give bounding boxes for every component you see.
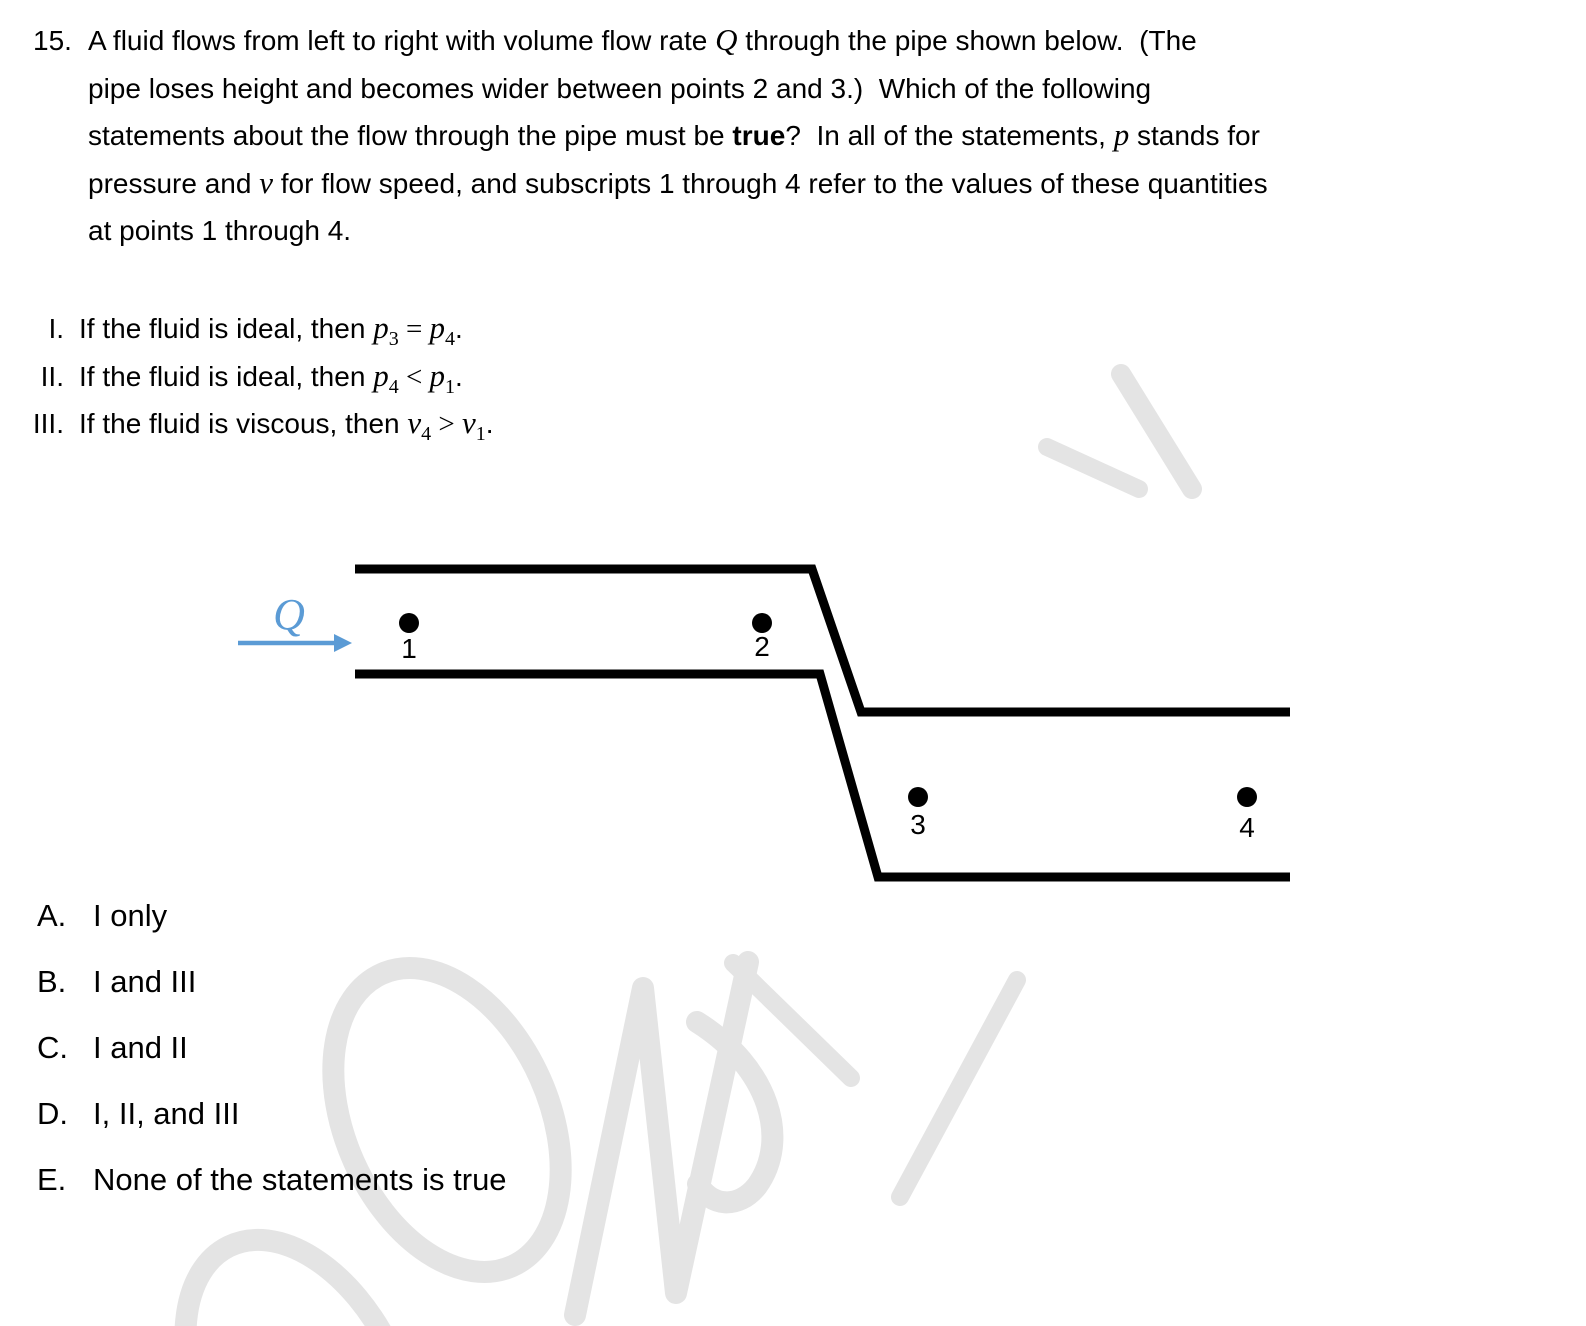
option-text: I only bbox=[93, 898, 168, 933]
point-labels bbox=[401, 631, 1255, 843]
watermark-stroke bbox=[1121, 374, 1192, 489]
statement-numeral: II. bbox=[40, 360, 64, 392]
option-label: B. bbox=[37, 964, 67, 999]
option-text: I and III bbox=[93, 964, 197, 999]
point-dot-4 bbox=[1237, 787, 1257, 807]
statement-list bbox=[0, 305, 494, 448]
option-text: I and II bbox=[93, 1030, 188, 1065]
pipe-lower-wall bbox=[355, 674, 1290, 877]
option-c bbox=[37, 1015, 507, 1081]
statement-text: If the fluid is ideal, then $p_4 < p_1$. bbox=[79, 357, 463, 398]
statement-2 bbox=[0, 353, 494, 401]
question-line: pipe loses height and becomes wider between points 2 and 3.) Which of the following bbox=[88, 72, 1152, 104]
option-d bbox=[37, 1081, 507, 1147]
option-label: A. bbox=[37, 898, 67, 933]
statement-numeral: III. bbox=[32, 408, 64, 439]
question-text: A fluid flows from left to right with volume flow rate Q through the pipe shown below. (The bbox=[88, 22, 1197, 57]
point-label-3: 3 bbox=[910, 809, 926, 840]
option-label: E. bbox=[37, 1162, 67, 1197]
option-e bbox=[37, 1147, 507, 1213]
point-dot-3 bbox=[908, 787, 928, 807]
statement-numeral: I. bbox=[48, 313, 64, 344]
statement-text: If the fluid is ideal, then $p_3 = p_4$. bbox=[79, 310, 463, 350]
watermark-letter-n bbox=[575, 962, 748, 1315]
answer-options bbox=[37, 883, 507, 1213]
watermark-stroke bbox=[1047, 447, 1139, 489]
point-label-4: 4 bbox=[1239, 812, 1255, 843]
question-line bbox=[33, 17, 1533, 65]
option-text: None of the statements is true bbox=[93, 1162, 507, 1197]
statement-1 bbox=[0, 305, 494, 353]
question-paragraph bbox=[33, 17, 1533, 255]
statement-text: If the fluid is viscous, then $v_4 > v_1$. bbox=[79, 405, 494, 445]
option-a bbox=[37, 883, 507, 949]
option-b bbox=[37, 949, 507, 1015]
question-line: statements about the flow through the pipe must be true? In all of the statements, p stands for bbox=[88, 117, 1260, 152]
point-dot-2 bbox=[752, 613, 772, 633]
pipe-walls bbox=[355, 569, 1290, 877]
watermark-letter-o-partial bbox=[139, 1203, 461, 1326]
question-number: 15. bbox=[33, 25, 72, 56]
watermark-stroke bbox=[900, 980, 1017, 1197]
point-dot-1 bbox=[399, 613, 419, 633]
point-label-2: 2 bbox=[754, 631, 770, 662]
question-line: at points 1 through 4. bbox=[88, 215, 352, 246]
option-label: C. bbox=[37, 1030, 68, 1065]
flow-rate-label: Q bbox=[273, 590, 305, 639]
question-line: pressure and v for flow speed, and subscripts 1 through 4 refer to the values of these quantities bbox=[88, 164, 1268, 200]
option-label: D. bbox=[37, 1096, 68, 1131]
statement-3 bbox=[0, 400, 494, 448]
option-text: I, II, and III bbox=[93, 1096, 240, 1131]
point-label-1: 1 bbox=[401, 633, 417, 664]
